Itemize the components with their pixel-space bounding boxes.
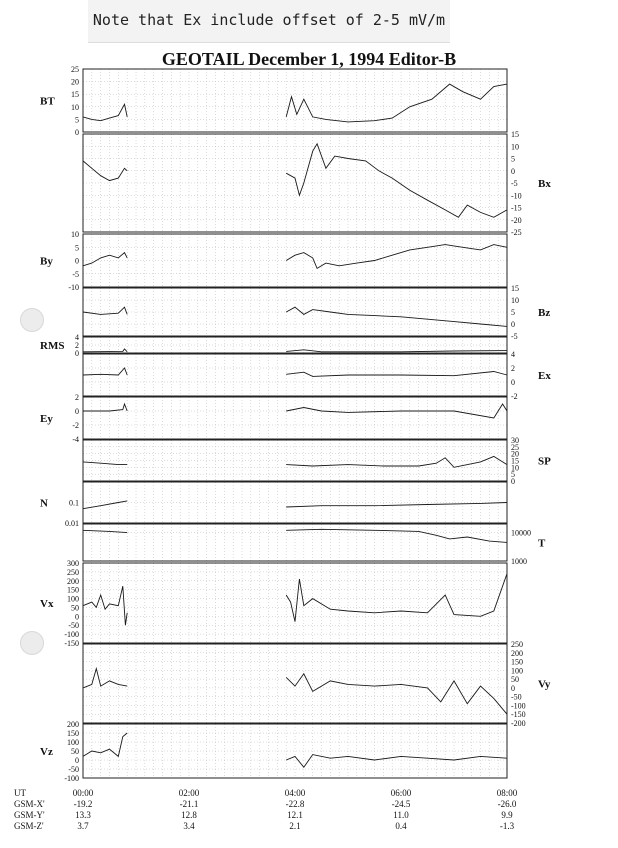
y-tick-label: 15 bbox=[511, 284, 519, 293]
x-tick-label: 04:00 bbox=[284, 788, 306, 798]
y-tick-label: -100 bbox=[64, 630, 79, 640]
x-tick-label: 06:00 bbox=[390, 788, 412, 798]
y-tick-label: -150 bbox=[64, 639, 79, 648]
x-tick-label: 02:00 bbox=[178, 788, 200, 798]
panel-label: Vz bbox=[40, 746, 53, 758]
y-tick-label: -10 bbox=[68, 283, 79, 292]
orbit-value: -19.2 bbox=[73, 799, 93, 809]
binder-hole bbox=[20, 631, 44, 655]
y-tick-label: 0 bbox=[511, 320, 515, 329]
y-tick-label: -5 bbox=[72, 269, 79, 279]
y-tick-label: -100 bbox=[64, 774, 79, 783]
panel-label: SP bbox=[538, 455, 551, 468]
y-tick-label: 2 bbox=[75, 393, 79, 402]
series-line-N bbox=[286, 503, 507, 508]
orbit-value: -24.5 bbox=[391, 799, 411, 809]
panel-label: RMS bbox=[40, 340, 65, 352]
offset-note: Note that Ex include offset of 2-5 mV/m bbox=[88, 0, 450, 43]
y-tick-label: 150 bbox=[67, 729, 79, 738]
orbit-value: 12.1 bbox=[287, 810, 303, 820]
series-line-Ex bbox=[83, 368, 127, 375]
y-tick-label: 5 bbox=[511, 470, 515, 480]
orbit-value: -21.1 bbox=[179, 799, 199, 809]
y-tick-label: 5 bbox=[75, 243, 79, 253]
series-line-Bx bbox=[286, 144, 507, 218]
panel-label: BT bbox=[40, 95, 55, 108]
y-tick-label: 15 bbox=[511, 130, 519, 139]
orbit-value: 13.3 bbox=[75, 810, 91, 820]
y-tick-label: 20 bbox=[511, 449, 519, 459]
y-tick-label: 0 bbox=[75, 349, 79, 358]
y-tick-label: 250 bbox=[67, 567, 79, 577]
y-tick-label: 5 bbox=[511, 154, 515, 164]
y-tick-label: -4 bbox=[72, 435, 79, 444]
panel-label: Vy bbox=[538, 678, 551, 691]
y-tick-label: 5 bbox=[511, 308, 515, 317]
orbit-row-label: GSM-X' bbox=[14, 799, 45, 809]
y-tick-label: 50 bbox=[71, 603, 79, 613]
y-tick-label: 100 bbox=[67, 594, 79, 604]
y-tick-label: 100 bbox=[511, 666, 523, 676]
series-line-Bz bbox=[83, 307, 127, 314]
chart-title: GEOTAIL December 1, 1994 Editor-B bbox=[161, 49, 457, 69]
y-tick-label: 4 bbox=[75, 333, 79, 342]
y-tick-label: 10 bbox=[511, 142, 519, 152]
y-tick-label: 25 bbox=[71, 65, 79, 74]
panel-label: Bx bbox=[538, 178, 551, 190]
y-tick-label: 200 bbox=[511, 648, 523, 658]
orbit-row-label: UT bbox=[14, 788, 26, 798]
y-tick-label: -100 bbox=[511, 701, 526, 711]
y-tick-label: 2 bbox=[75, 341, 79, 350]
orbit-value: 3.7 bbox=[77, 821, 89, 831]
y-tick-label: -2 bbox=[511, 392, 518, 401]
y-tick-label: -15 bbox=[511, 203, 522, 213]
y-tick-label: 200 bbox=[67, 720, 79, 729]
y-tick-label: 0.01 bbox=[65, 519, 79, 528]
y-tick-label: 150 bbox=[511, 657, 523, 667]
series-line-Vx bbox=[83, 586, 127, 625]
panel-label: Bz bbox=[538, 307, 551, 319]
y-tick-label: 0 bbox=[511, 378, 515, 387]
series-line-N bbox=[83, 501, 127, 509]
binder-hole bbox=[20, 308, 44, 332]
series-line-Ey bbox=[83, 404, 127, 411]
y-tick-label: 0.1 bbox=[69, 498, 79, 508]
y-tick-label: 50 bbox=[511, 675, 519, 685]
y-tick-label: 10 bbox=[511, 296, 519, 305]
series-line-Vy bbox=[286, 674, 507, 714]
orbit-value: 2.1 bbox=[289, 821, 301, 831]
y-tick-label: 100 bbox=[67, 738, 79, 747]
y-tick-label: 15 bbox=[511, 456, 519, 466]
y-tick-label: 10000 bbox=[511, 528, 531, 538]
orbit-value: 11.0 bbox=[393, 810, 409, 820]
y-tick-label: 0 bbox=[511, 683, 515, 693]
y-tick-label: 10 bbox=[71, 102, 79, 112]
y-tick-label: -50 bbox=[68, 621, 79, 631]
y-tick-label: 0 bbox=[75, 407, 79, 416]
orbit-value: 12.8 bbox=[181, 810, 197, 820]
y-tick-label: 2 bbox=[511, 364, 515, 373]
y-tick-label: 10 bbox=[511, 463, 519, 473]
panel-label: N bbox=[40, 497, 48, 510]
series-line-T bbox=[286, 529, 507, 542]
y-tick-label: 250 bbox=[511, 640, 523, 649]
y-tick-label: -200 bbox=[511, 719, 526, 728]
series-line-Ex bbox=[286, 372, 507, 377]
y-tick-label: 4 bbox=[511, 350, 515, 359]
y-tick-label: -50 bbox=[68, 765, 79, 774]
y-tick-label: -5 bbox=[511, 179, 518, 188]
y-tick-label: -150 bbox=[511, 710, 526, 720]
y-tick-label: 15 bbox=[71, 90, 79, 100]
y-tick-label: 0 bbox=[75, 256, 79, 266]
orbit-value: 9.9 bbox=[501, 810, 513, 820]
y-tick-label: 0 bbox=[75, 128, 79, 137]
orbit-row-label: GSM-Z' bbox=[14, 821, 44, 831]
y-tick-label: -50 bbox=[511, 692, 522, 702]
y-tick-label: -25 bbox=[511, 228, 522, 237]
y-tick-label: 0 bbox=[75, 756, 79, 765]
panel-label: Ey bbox=[40, 413, 53, 425]
series-line-T bbox=[83, 530, 127, 532]
series-line-By bbox=[286, 245, 507, 269]
x-tick-label: 08:00 bbox=[496, 788, 518, 798]
series-line-Vy bbox=[83, 669, 127, 688]
orbit-value: 0.4 bbox=[395, 821, 407, 831]
y-tick-label: 1000 bbox=[511, 557, 527, 566]
y-tick-label: 0 bbox=[511, 477, 515, 486]
orbit-value: -22.8 bbox=[285, 799, 305, 809]
y-tick-label: 5 bbox=[75, 115, 79, 125]
y-tick-label: 50 bbox=[71, 747, 79, 756]
y-tick-label: -5 bbox=[511, 332, 518, 341]
y-tick-label: 10 bbox=[71, 230, 79, 239]
y-tick-label: 200 bbox=[67, 576, 79, 586]
panel-label: Ex bbox=[538, 370, 551, 382]
orbit-value: -1.3 bbox=[499, 821, 515, 831]
series-line-BT bbox=[286, 84, 507, 122]
y-tick-label: 25 bbox=[511, 442, 519, 452]
y-tick-label: 150 bbox=[67, 585, 79, 595]
y-tick-label: 0 bbox=[511, 166, 515, 176]
panel-label: By bbox=[40, 255, 53, 268]
series-line-By bbox=[83, 253, 127, 266]
x-tick-label: 00:00 bbox=[72, 788, 94, 798]
series-line-RMS bbox=[286, 350, 507, 352]
y-tick-label: 300 bbox=[67, 559, 79, 568]
y-tick-label: -10 bbox=[511, 191, 522, 201]
panel-label: T bbox=[538, 537, 546, 550]
panel-label: Vx bbox=[40, 598, 54, 610]
y-tick-label: -2 bbox=[72, 421, 79, 430]
y-tick-label: 20 bbox=[71, 77, 79, 87]
series-line-Bz bbox=[286, 307, 507, 326]
orbit-row-label: GSM-Y' bbox=[14, 810, 45, 820]
series-line-Vz bbox=[83, 733, 127, 756]
orbit-value: -26.0 bbox=[497, 799, 517, 809]
y-tick-label: -20 bbox=[511, 215, 522, 225]
orbit-value: 3.4 bbox=[183, 821, 195, 831]
y-tick-label: 0 bbox=[75, 612, 79, 622]
series-line-RMS bbox=[83, 349, 127, 352]
y-tick-label: 30 bbox=[511, 436, 519, 445]
series-line-Vz bbox=[286, 755, 507, 768]
series-line-SP bbox=[286, 456, 507, 467]
series-line-SP bbox=[83, 462, 127, 465]
